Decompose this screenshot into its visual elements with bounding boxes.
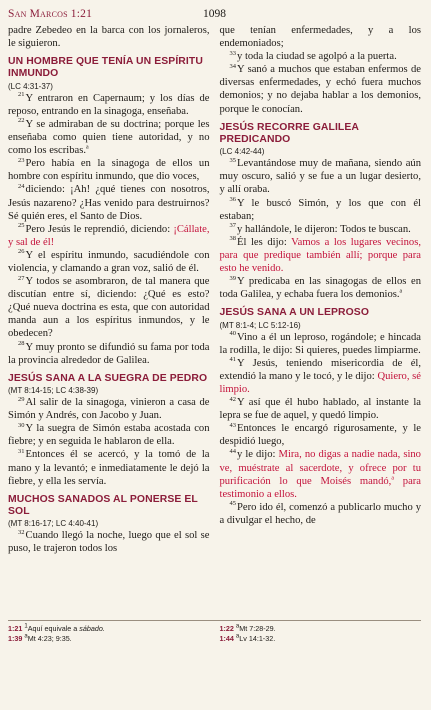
verse-39: $^{39}$Y predicaba en las sinagogas de ellos en toda Galilea, y echaba fuera los demonios.$^a$	[219, 274, 421, 301]
verse-41: $^{41}$Y Jesús, teniendo misericordia de él, extendió la mano y le tocó, y le dijo: Quiero, sé limpio.	[219, 356, 422, 395]
verse-32: $^{32}$Cuando llegó la noche, luego que el sol se puso, le trajeron todos los	[8, 528, 210, 555]
verse-23: $^{23}$Pero había en la sinagoga de ellos un hombre con espíritu inmundo, que dio voces,	[8, 156, 210, 183]
verse-35: $^{35}$Levantándose muy de mañana, siendo aún muy oscuro, salió y se fue a un lugar desierto, y allí oraba.	[219, 156, 421, 196]
verse-42: $^{42}$Y así que él hubo hablado, al instante la lepra se fue de aquel, y quedó limpio.	[219, 395, 421, 422]
verse-25: $^{25}$Pero Jesús le reprendió, diciendo: ¡Cállate, y sal de él!	[8, 222, 210, 248]
verse-33: $^{33}$y toda la ciudad se agolpó a la puerta.	[229, 49, 397, 63]
continued-text: que tenían enfermedades, y a los endemoniados;	[219, 25, 421, 50]
footnotes	[8, 620, 421, 643]
page-number: 1098	[203, 8, 226, 20]
verse-38: $^{38}$Él les dijo: Vamos a los lugares vecinos, para que predique también allí; porque para esto he venido.	[219, 235, 421, 274]
section-heading: JESÚS SANA A UN LEPROSO	[219, 307, 370, 319]
verse-22: $^{22}$Y se admiraban de su doctrina; porque les enseñaba como quien tiene autoridad, y no como los escribas.$^a$	[8, 117, 210, 157]
footnote-column-right	[220, 624, 422, 643]
running-head	[8, 6, 421, 24]
parallel-reference: (MT 8:16-17; LC 4:40-41)	[8, 519, 99, 529]
words-of-jesus: Vamos a los lugares vecinos, para que predique también allí; porque para esto he venido.	[219, 236, 421, 274]
section-heading: MUCHOS SANADOS AL PONERSE EL SOL	[8, 493, 198, 517]
verse-44: $^{44}$y le dijo: Mira, no digas a nadie nada, sino ve, muéstrate al sacerdote, y ofrece por tu purificación lo que Moisés mandó,$^a$ para testimonio a ellos.	[219, 447, 421, 500]
verse-31: $^{31}$Entonces él se acercó, y la tomó de la mano y la levantó; e inmediatamente le dejó la fiebre, y ella les servía.	[8, 447, 210, 487]
footnote: 1:39 $^a$Mt 4:23; 9:35.	[8, 633, 72, 643]
right-column	[220, 24, 422, 555]
verse-29: $^{29}$Al salir de la sinagoga, vinieron a casa de Simón y Andrés, con Jacobo y Juan.	[8, 395, 210, 422]
section-heading: JESÚS SANA A LA SUEGRA DE PEDRO	[8, 372, 208, 384]
parallel-reference: (MT 8:1-4; LC 5:12-16)	[219, 320, 301, 330]
verse-45: $^{45}$Pero ido él, comenzó a publicarlo mucho y a divulgar el hecho, de	[219, 500, 421, 526]
words-of-jesus: Mira, no digas a nadie nada, sino ve, muéstrate al sacerdote, y ofrece por tu purificación lo que Moisés mandó,$^a$ para testimonio a ellos.	[219, 449, 421, 500]
verse-37: $^{37}$y hallándole, le dijeron: Todos te buscan.	[229, 222, 411, 235]
verse-21: $^{21}$Y entraron en Capernaum; y los días de reposo, entrando en la sinagoga, enseñaba.	[8, 91, 210, 117]
footnote: 1:22 $^a$Mt 7:28-29.	[219, 623, 276, 633]
verse-40: $^{40}$Vino a él un leproso, rogándole; e hincada la rodilla, le dijo: Si quieres, puedes limpiarme.	[219, 330, 421, 356]
verse-43: $^{43}$Entonces le encargó rigurosamente, y le despidió luego,	[219, 421, 421, 448]
left-column	[8, 24, 210, 555]
words-of-jesus: ¡Cállate, y sal de él!	[8, 223, 210, 248]
section-heading: JESÚS RECORRE GALILEA PREDICANDO	[219, 121, 359, 145]
parallel-reference: (LC 4:42-44)	[219, 147, 265, 157]
continued-text: padre Zebedeo en la barca con los jornaleros, le siguieron.	[8, 25, 210, 50]
words-of-jesus: Quiero, sé limpio.	[219, 370, 422, 395]
footnote-column-left	[8, 624, 210, 643]
parallel-reference: (LC 4:31-37)	[8, 81, 53, 91]
verse-30: $^{30}$Y la suegra de Simón estaba acostada con fiebre; y en seguida le hablaron de ella.	[8, 421, 210, 448]
verse-28: $^{28}$Y muy pronto se difundió su fama por toda la provincia alrededor de Galilea.	[8, 340, 210, 366]
verse-36: $^{36}$Y le buscó Simón, y los que con él estaban;	[219, 196, 421, 222]
verse-24: $^{24}$diciendo: ¡Ah! ¿qué tienes con nosotros, Jesús nazareno? ¿Has venido para destruirnos? Sé quién eres, el Santo de Dios.	[8, 182, 210, 222]
section-heading: UN HOMBRE QUE TENÍA UN ESPÍRITU INMUNDO	[8, 56, 203, 80]
footnote: 1:21 $^1$Aquí equivale a sábado.	[8, 623, 105, 633]
text-columns	[8, 24, 421, 555]
parallel-reference: (MT 8:14-15; LC 4:38-39)	[8, 386, 99, 396]
chapter-reference: San Marcos 1:21	[8, 8, 93, 20]
verse-26: $^{26}$Y el espíritu inmundo, sacudiéndole con violencia, y clamando a gran voz, salió de él.	[8, 248, 210, 274]
footnote: 1:44 $^a$Lv 14:1-32.	[219, 633, 276, 643]
verse-34: $^{34}$Y sanó a muchos que estaban enfermos de diversas enfermedades, y echó fuera muchos demonios; y no dejaba hablar a los demonios, porque le conocían.	[219, 62, 421, 115]
verse-27: $^{27}$Y todos se asombraron, de tal manera que discutían entre sí, diciendo: ¿Qué es esto? ¿Qué nueva doctrina es esta, que con autoridad manda aun a los espíritus inmundos, y le obedecen?	[8, 274, 210, 340]
